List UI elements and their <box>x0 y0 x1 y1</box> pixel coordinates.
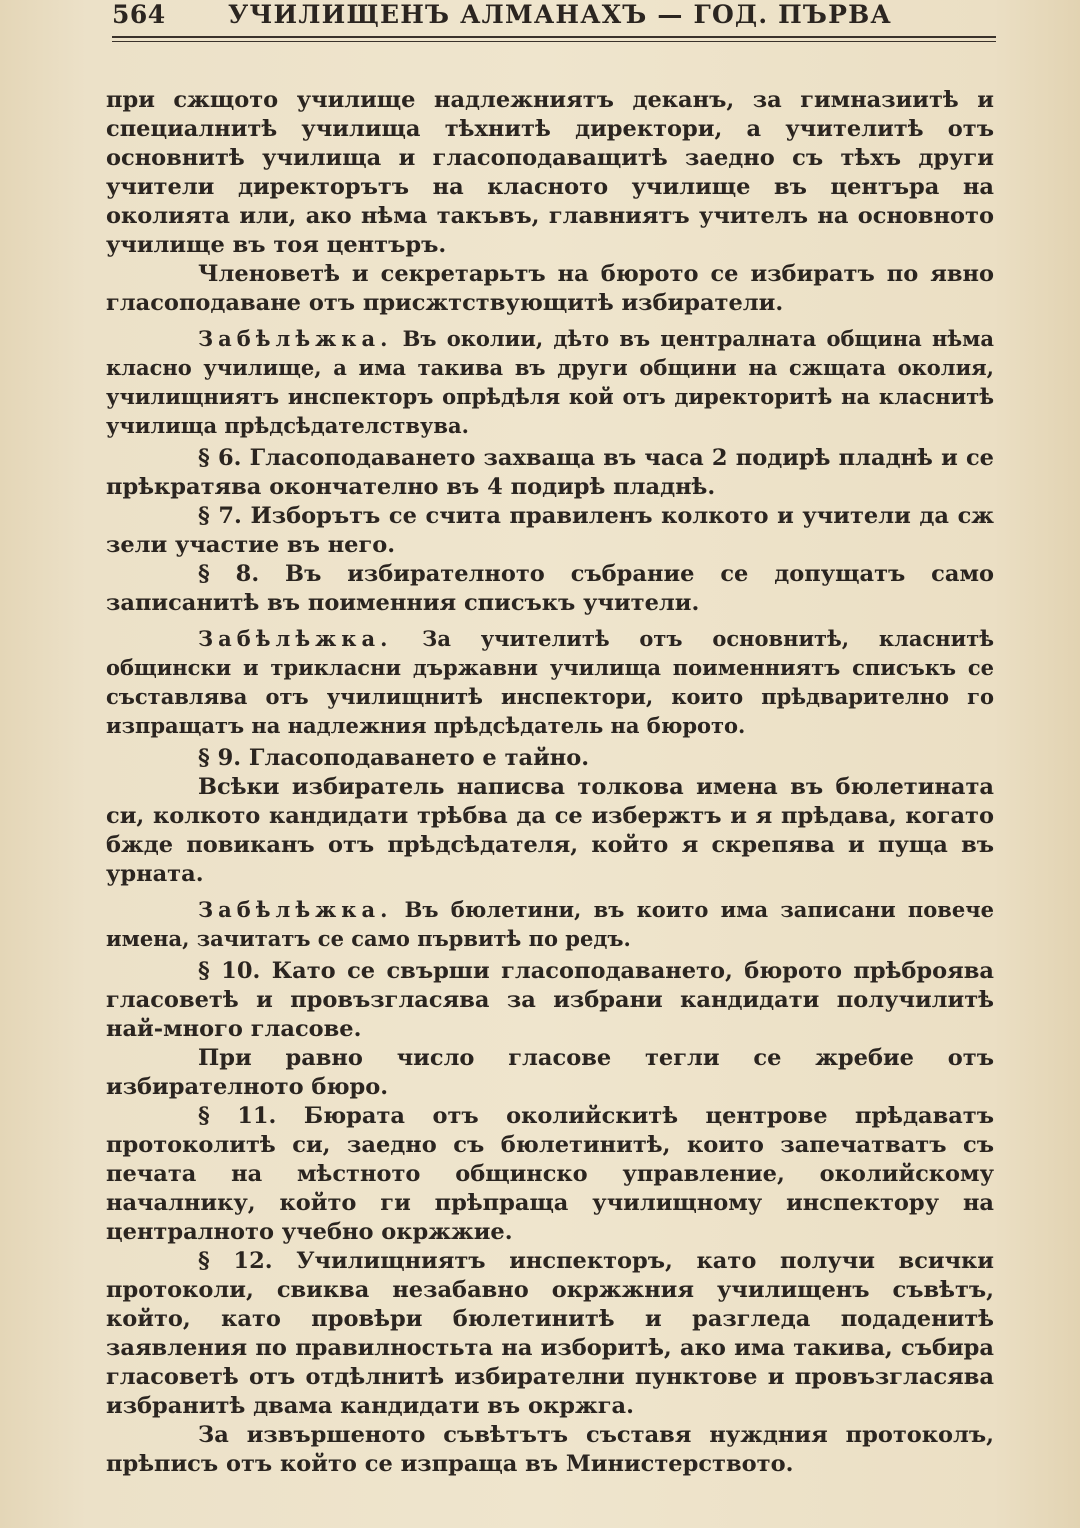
paragraph-tie-vote: При равно число гласове тегли се жребие отъ избирателното бюро. <box>106 1045 994 1100</box>
paragraph-ballot: Всѣки избиратель написва толкова имена въ бюлетината си, колкото кандидати трѣбва да се избержтъ и я прѣдава, когато бжде повиканъ отъ прѣдсѣдателя, който я скрепява и пуща въ урната. <box>106 774 994 887</box>
section-6: § 6. Гласоподаването захваща въ часа 2 подирѣ пладнѣ и се прѣкратява окончателно въ 4 подирѣ пладнѣ. <box>106 445 994 500</box>
note-label: Забѣлѣжка. <box>198 897 393 922</box>
section-12: § 12. Училищниятъ инспекторъ, като получи всички протоколи, свиква незабавно окржжния училищенъ съвѣтъ, който, като провѣри бюлетинитѣ и разгледа подаденитѣ заявления по правилностьта на изборитѣ, ако има такива, събира гласоветѣ отъ отдѣлнитѣ избирателни пунктове и провъзгласява избранитѣ двама кандидати въ окржга. <box>106 1248 994 1419</box>
page-header <box>112 0 996 30</box>
section-8: § 8. Въ избирателното събрание се допущатъ само записанитѣ въ поименния списъкъ учители. <box>106 561 994 616</box>
page-number: 564 <box>112 0 166 29</box>
running-title: УЧИЛИЩЕНЪ АЛМАНАХЪ — ГОД. ПЪРВА <box>228 0 892 29</box>
note-voter-list <box>106 624 994 740</box>
note-extra-names <box>106 895 994 953</box>
section-7: § 7. Изборътъ се счита правиленъ колкото и учители да сж зели участие въ него. <box>106 503 994 558</box>
paragraph-protocol: За извършеното съвѣтътъ съставя нуждния протоколъ, прѣписъ отъ който се изпраща въ Министерството. <box>106 1422 994 1477</box>
header-rule-thin <box>112 41 996 42</box>
note-label: Забѣлѣжка. <box>198 626 393 651</box>
note-text: Въ околии, дѣто въ централната община нѣма класно училище, а има такива въ други общини на сжщата околия, училищниятъ инспекторъ опрѣдѣля кой отъ директоритѣ на класнитѣ училища прѣдсѣдателствува. <box>106 326 994 438</box>
header-rule-thick <box>112 36 996 38</box>
page-body <box>106 86 994 1479</box>
paragraph-continuation: при сжщото училище надлежниятъ деканъ, за гимназиитѣ и специалнитѣ училища тѣхнитѣ директори, а учителитѣ отъ основнитѣ училища и гласоподаващитѣ заедно съ тѣхъ други учители директорътъ на класното училище въ центъра на околията или, ако нѣма такъвъ, главниятъ учителъ на основното училище въ тоя центъръ. <box>106 87 994 258</box>
note-text: Въ бюлетини, въ които има записани повече имена, зачитатъ се само първитѣ по редъ. <box>106 897 994 951</box>
section-10: § 10. Като се свърши гласоподаването, бюрото прѣброява гласоветѣ и провъзгласява за избрани кандидати получилитѣ най-много гласове. <box>106 958 994 1042</box>
section-9: § 9. Гласоподаването е тайно. <box>198 745 590 771</box>
note-text: За учителитѣ отъ основнитѣ, класнитѣ общински и трикласни държавни училища поименниятъ списъкъ се съставлява отъ училищнитѣ инспектори, които прѣдварително го изпращатъ на надлежния прѣдсѣдатель на бюрото. <box>106 626 994 738</box>
section-11: § 11. Бюрата отъ околийскитѣ центрове прѣдаватъ протоколитѣ си, заедно съ бюлетинитѣ, които запечатватъ съ печата на мѣстното общинско управление, околийскому началнику, който ги прѣпраща училищному инспектору на централното учебно окржжие. <box>106 1103 994 1245</box>
note-district-chair <box>106 324 994 440</box>
note-label: Забѣлѣжка. <box>198 326 393 351</box>
paragraph-bureau-members: Членоветѣ и секретарьтъ на бюрото се избиратъ по явно гласоподаване отъ присжтствующитѣ избиратели. <box>106 261 994 316</box>
